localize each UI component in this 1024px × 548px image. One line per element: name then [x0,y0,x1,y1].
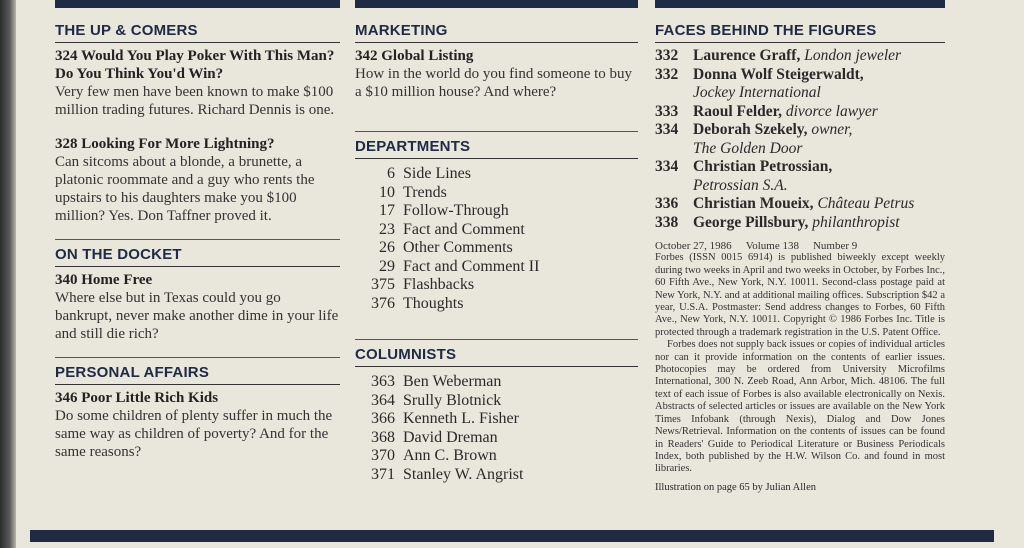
article-summary: Can sitcoms about a blonde, a brunette, a platonic roommate and a guy who rents the upstairs to his daughters make you $100 million? Yes. Don Taffner proved it. [55,154,315,224]
article-summary: How in the world do you find someone to buy a $10 million house? And where? [355,66,633,100]
list-item[interactable]: 6 Side Lines [387,165,471,182]
face-item[interactable]: 333 Raoul Felder, divorce lawyer [655,102,878,120]
list-item[interactable]: 363 Ben Weberman [371,373,502,390]
article-342[interactable] [355,47,638,101]
list-item[interactable]: 371 Stanley W. Angrist [371,465,524,483]
columnists-list [355,373,638,484]
face-item[interactable]: 332 Laurence Graff, London jeweler [655,47,902,64]
top-bar-col3 [655,0,945,8]
article-headline: 346 Poor Little Rich Kids [55,390,219,406]
article-summary: Where else but in Texas could you go bankrupt, never make another dime in your life and still die rich? [55,290,339,342]
issue-line [655,240,945,252]
faces-list [655,47,945,232]
section-title-on-the-docket: ON THE DOCKET [55,239,340,267]
list-item[interactable]: 10 Trends [379,183,447,201]
top-bar-col1 [55,0,340,8]
face-item[interactable]: 332 Donna Wolf Steigerwaldt, Jockey International [655,65,864,101]
bottom-bar [30,530,994,542]
page-binding [0,0,16,548]
section-title-departments: DEPARTMENTS [355,131,638,159]
publication-paragraph: Forbes (ISSN 0015 6914) is published biweekly except weekly during two weeks in April and two weeks in October, by Forbes Inc., 60 Fifth Ave., New York, N.Y. 10011. Second-class postage paid at New York, N.Y. and at additional mailing offices. Subscription $42 a year, U.S.A. Postmaster: Send address changes to Forbes, 60 Fifth Ave., New York, N.Y. 10011. Copyright © 1986 Forbes Inc. Title is protected through a trademark registration in the U.S. Patent Office. [655,252,945,338]
list-item[interactable]: 17 Follow-Through [379,202,509,219]
article-headline: 340 Home Free [55,272,153,288]
article-headline: 324 Would You Play Poker With This Man? Do You Think You'd Win? [55,48,335,82]
issue-date: October 27, 1986 [655,240,732,252]
section-title-up-and-comers: THE UP & COMERS [55,22,340,43]
article-headline: 342 Global Listing [355,48,474,64]
issue-number: Number 9 [812,240,858,252]
face-item[interactable]: 334 Deborah Szekely, owner, The Golden Door [655,121,853,157]
top-bar-col2 [355,0,638,8]
list-item[interactable]: 366 Kenneth L. Fisher [371,410,519,427]
article-summary: Very few men have been known to make $100 million trading futures. Richard Dennis is one. [55,84,335,118]
article-summary: Do some children of plenty suffer in much the same way as children of poverty? And for the same reasons? [55,408,333,460]
article-346[interactable] [55,389,340,461]
face-item[interactable]: 338 George Pillsbury, philanthropist [655,213,900,231]
publication-paragraph: Forbes does not supply back issues or copies of individual articles nor can it provide information on the contents of earlier issues. Photocopies may be ordered from University Microfilms International, 300 N. Zeeb Road, Ann Arbor, Mich. 48106. The full text of each issue of Forbes is also available electronically on Nexis. Abstracts of selected articles or issues are available on the New York Times Infobank (through Nexis), Dialog and Dow Jones News/Retrieval. Information on the contents of issues can be found in Readers' Guide to Periodical Literature or Business Periodicals Index, both published by the H.W. Wilson Co. and found in most libraries. [655,339,945,475]
section-title-columnists: COLUMNISTS [355,339,638,367]
column-right [655,12,945,493]
column-middle [355,12,638,484]
article-headline: 328 Looking For More Lightning? [55,136,275,152]
face-item[interactable]: 336 Christian Moueix, Château Petrus [655,195,915,212]
list-item[interactable]: 364 Srully Blotnick [371,391,502,409]
article-324[interactable] [55,47,340,119]
publication-info [655,240,945,476]
section-title-faces: FACES BEHIND THE FIGURES [655,22,945,43]
list-item[interactable]: 375 Flashbacks [371,276,475,293]
list-item[interactable]: 376 Thoughts [371,294,464,312]
list-item[interactable]: 368 David Dreman [371,428,498,446]
section-title-marketing: MARKETING [355,22,638,43]
article-328[interactable] [55,135,340,225]
issue-volume: Volume 138 [745,240,799,252]
list-item[interactable]: 26 Other Comments [379,239,513,256]
departments-list [355,165,638,313]
face-item[interactable]: 334 Christian Petrossian, Petrossian S.A. [655,158,833,194]
column-left [55,12,340,461]
list-item[interactable]: 370 Ann C. Brown [371,447,497,464]
section-title-personal-affairs: PERSONAL AFFAIRS [55,357,340,385]
list-item[interactable]: 23 Fact and Comment [379,220,525,238]
illustration-credit: Illustration on page 65 by Julian Allen [655,481,816,493]
article-340[interactable] [55,271,340,343]
list-item[interactable]: 29 Fact and Comment II [379,257,540,275]
